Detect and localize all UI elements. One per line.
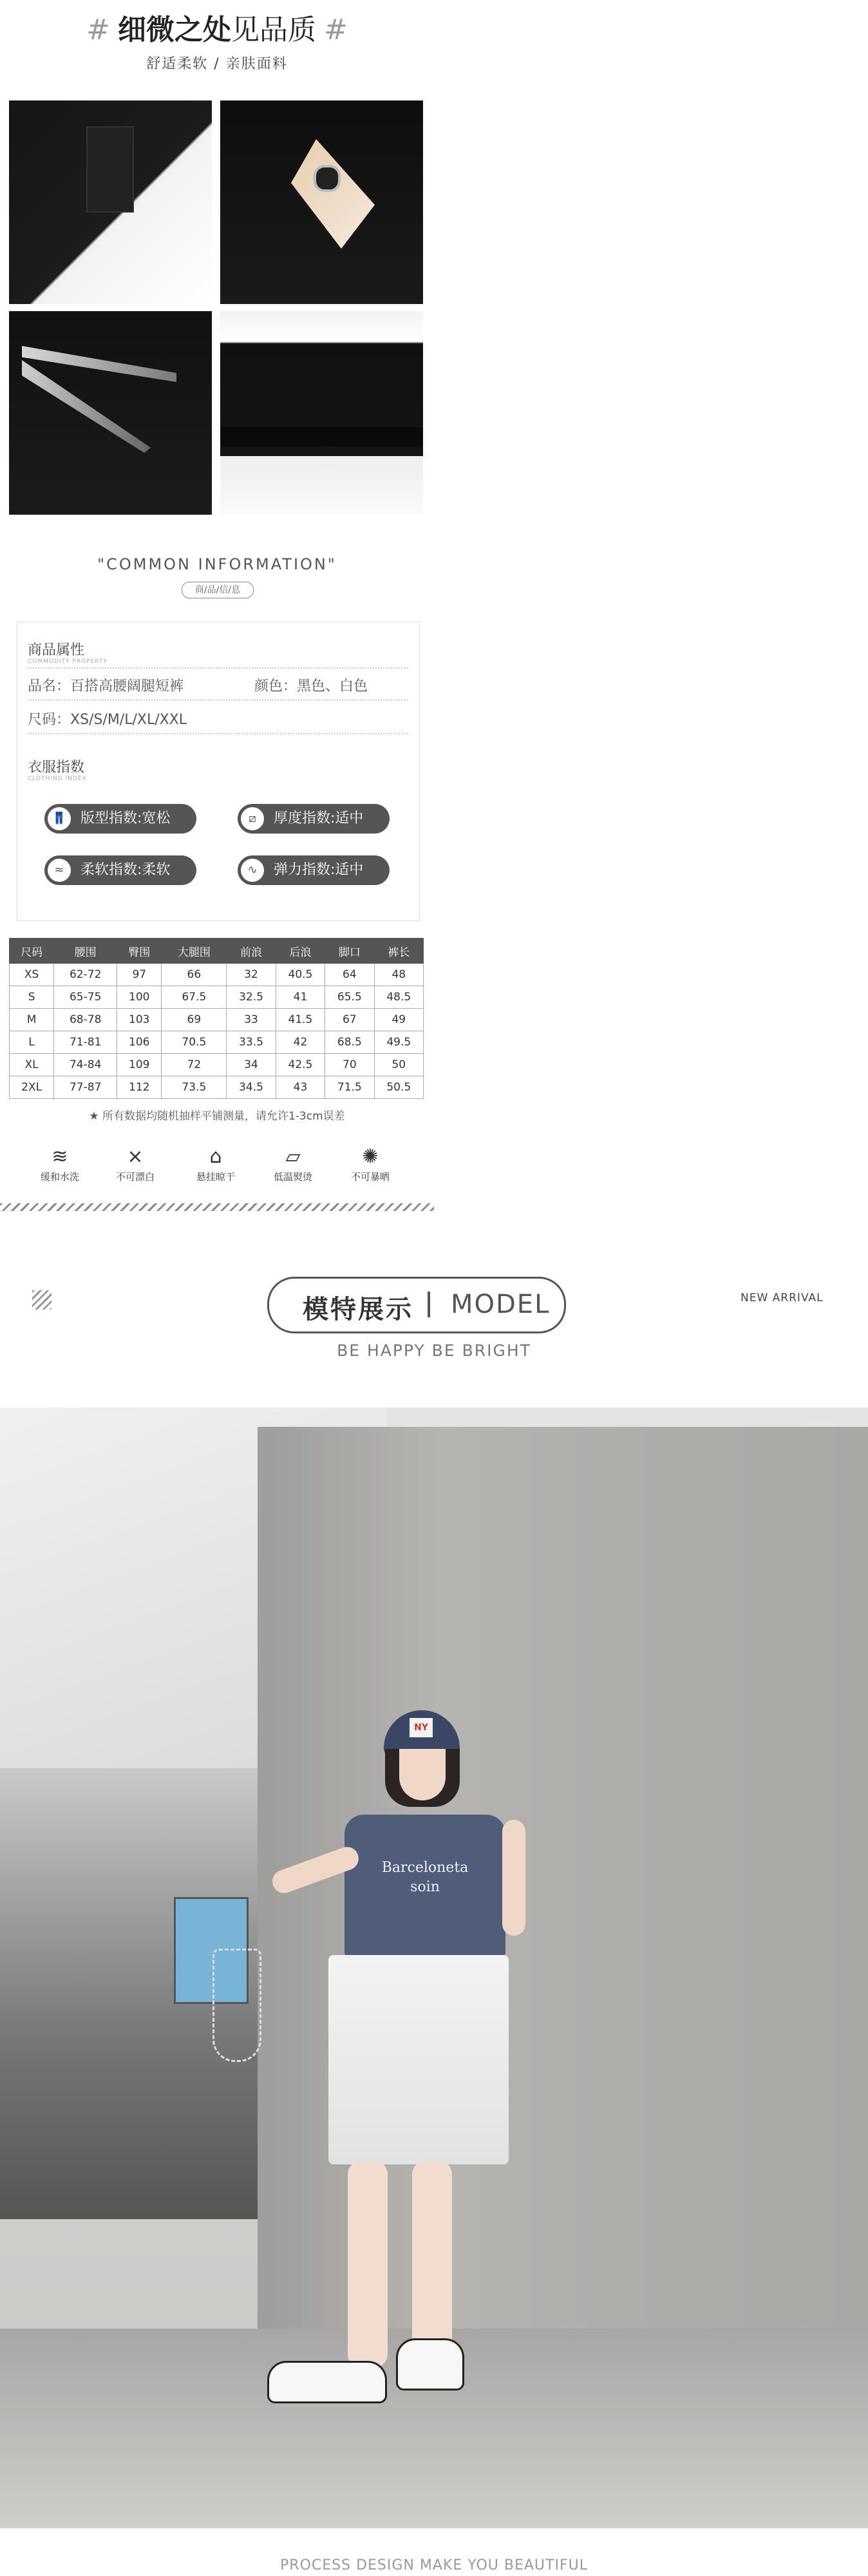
hash-mark: # — [324, 14, 348, 46]
sneaker-left — [267, 2361, 387, 2403]
measurement-note: ★ 所有数据均随机抽样平铺测量，请允许1-3cm误差 — [89, 1110, 345, 1123]
model-arm-right — [502, 1820, 525, 1936]
care-label: 不可暴晒 — [350, 1171, 390, 1183]
thickness-icon: ⧄ — [241, 807, 264, 830]
fit-index-badge — [44, 804, 196, 834]
table-cell: 50.5 — [374, 1076, 423, 1099]
table-row — [10, 1054, 424, 1076]
table-cell: 74-84 — [54, 1054, 117, 1076]
table-cell: 42 — [276, 1031, 325, 1054]
table-cell: 49.5 — [374, 1031, 423, 1054]
divider — [28, 700, 408, 701]
hem-fold — [220, 427, 423, 446]
attr-subtitle: COMMODITY PROPERTY — [28, 658, 108, 665]
table-cell: 69 — [162, 1009, 227, 1031]
table-cell: 100 — [117, 986, 162, 1009]
table-cell: 41.5 — [276, 1009, 325, 1031]
model-title-pill — [267, 1277, 566, 1333]
hatched-divider — [0, 1203, 434, 1211]
table-cell: 73.5 — [162, 1076, 227, 1099]
care-label: 悬挂晾干 — [196, 1171, 235, 1183]
model-shorts — [328, 1955, 509, 2164]
spring-icon: ∿ — [241, 859, 264, 882]
table-cell: 71-81 — [54, 1031, 117, 1054]
table-cell: 49 — [374, 1009, 423, 1031]
product-name: 品名：百搭高腰阔腿短裤 — [28, 678, 184, 694]
index-title: 衣服指数 — [28, 759, 85, 776]
wave-icon: ≈ — [48, 859, 71, 882]
table-cell: M — [10, 1009, 54, 1031]
net-bag — [212, 1949, 261, 2062]
table-cell: 42.5 — [276, 1054, 325, 1076]
table-cell: 33 — [227, 1009, 276, 1031]
table-cell: 68.5 — [325, 1031, 374, 1054]
column-header: 臀围 — [117, 939, 162, 964]
detail-photo-waistband — [9, 100, 212, 304]
divider — [28, 667, 408, 669]
model-title-en: MODEL — [451, 1290, 551, 1319]
table-cell: 68-78 — [54, 1009, 117, 1031]
hash-mark: # — [86, 14, 110, 46]
table-cell: 32.5 — [227, 986, 276, 1009]
table-cell: 48.5 — [374, 986, 423, 1009]
model-photo — [0, 1407, 868, 2528]
divider — [28, 733, 408, 734]
detail-title-rest: 见品质 — [231, 14, 316, 46]
model-leg-left — [348, 2161, 388, 2367]
tagline: BE HAPPY BE BRIGHT — [337, 1341, 531, 1360]
common-info-heading: "COMMON INFORMATION" — [97, 555, 337, 573]
elasticity-index-label: 弹力指数:适中 — [274, 862, 364, 878]
fit-index-label: 版型指数:宽松 — [80, 810, 171, 826]
belt-loop — [86, 126, 134, 213]
care-item-no-bleach — [106, 1144, 164, 1183]
table-cell: 106 — [117, 1031, 162, 1054]
model-title-cn: 模特展示 — [303, 1295, 413, 1324]
care-item-no-sun — [341, 1144, 399, 1183]
softness-index-badge — [44, 855, 196, 885]
brand-tag — [291, 139, 375, 249]
table-cell: 43 — [276, 1076, 325, 1099]
index-subtitle: CLOTHING INDEX — [28, 776, 87, 782]
care-label: 缓和水洗 — [40, 1171, 79, 1183]
column-header: 腰围 — [54, 939, 117, 964]
table-row — [10, 1031, 424, 1054]
table-cell: XS — [10, 964, 54, 986]
product-sizes: 尺码：XS/S/M/L/XL/XXL — [28, 712, 187, 728]
table-cell: 71.5 — [325, 1076, 374, 1099]
table-cell: L — [10, 1031, 54, 1054]
cap-logo: NY — [410, 1718, 433, 1737]
table-cell: S — [10, 986, 54, 1009]
table-cell: 72 — [162, 1054, 227, 1076]
table-row — [10, 964, 424, 986]
detail-photo-hem — [220, 311, 423, 515]
table-cell: 34.5 — [227, 1076, 276, 1099]
detail-title — [0, 6, 434, 48]
table-cell: 48 — [374, 964, 423, 986]
table-cell: 33.5 — [227, 1031, 276, 1054]
no-bleach-icon: ⨯ — [127, 1145, 144, 1168]
table-cell: 41 — [276, 986, 325, 1009]
detail-title-bold: 细微之处 — [118, 14, 231, 46]
table-cell: 64 — [325, 964, 374, 986]
column-header: 脚口 — [325, 939, 374, 964]
column-header: 后浪 — [276, 939, 325, 964]
scissors-blade — [22, 337, 176, 382]
thickness-index-label: 厚度指数:适中 — [274, 810, 364, 826]
footer-slogan: PROCESS DESIGN MAKE YOU BEAUTIFUL — [280, 2557, 588, 2573]
new-arrival-label: NEW ARRIVAL — [741, 1292, 824, 1304]
hem-bottom — [220, 456, 423, 515]
table-cell: 62-72 — [54, 964, 117, 986]
table-cell: 103 — [117, 1009, 162, 1031]
table-header-row — [10, 939, 424, 964]
model-leg-right — [412, 2161, 452, 2354]
thickness-index-badge — [238, 804, 390, 834]
care-item-hang-dry — [187, 1144, 245, 1183]
table-cell: XL — [10, 1054, 54, 1076]
table-cell: 109 — [117, 1054, 162, 1076]
table-cell: 66 — [162, 964, 227, 986]
table-cell: 112 — [117, 1076, 162, 1099]
column-header: 大腿围 — [162, 939, 227, 964]
model-face — [399, 1749, 446, 1800]
column-header: 裤长 — [374, 939, 423, 964]
table-cell: 77-87 — [54, 1076, 117, 1099]
trousers-icon: 👖 — [48, 807, 71, 830]
separator — [428, 1292, 430, 1317]
table-row — [10, 1076, 424, 1099]
table-cell: 70.5 — [162, 1031, 227, 1054]
table-cell: 65.5 — [325, 986, 374, 1009]
column-header: 尺码 — [10, 939, 54, 964]
table-cell: 97 — [117, 964, 162, 986]
size-table — [9, 938, 424, 1099]
product-info-card — [17, 622, 420, 921]
table-cell: 2XL — [10, 1076, 54, 1099]
stripe-ornament-icon — [32, 1290, 52, 1310]
detail-subtitle: 舒适柔软 / 亲肤面料 — [146, 56, 288, 72]
elasticity-index-badge — [238, 855, 390, 885]
table-cell: 50 — [374, 1054, 423, 1076]
column-header: 前浪 — [227, 939, 276, 964]
detail-photo-label — [220, 100, 423, 304]
softness-index-label: 柔软指数:柔软 — [80, 862, 171, 878]
detail-photo-scissors — [9, 311, 212, 515]
tag-grommet — [314, 165, 341, 192]
table-cell: 32 — [227, 964, 276, 986]
common-info-pill: 商/品/信/息 — [182, 582, 254, 598]
table-cell: 67.5 — [162, 986, 227, 1009]
product-color: 颜色：黑色、白色 — [254, 678, 368, 694]
care-item-gentle-wash — [31, 1144, 89, 1183]
table-cell: 34 — [227, 1054, 276, 1076]
table-cell: 65-75 — [54, 986, 117, 1009]
iron-icon: ▱ — [285, 1145, 301, 1168]
shirt-print: Barceloneta soin — [381, 1860, 469, 1895]
care-label: 不可漂白 — [115, 1171, 155, 1183]
hanger-icon: ⌂ — [209, 1145, 222, 1168]
sneaker-right — [396, 2338, 464, 2390]
wash-icon: ≋ — [52, 1145, 68, 1168]
table-cell: 67 — [325, 1009, 374, 1031]
attr-title: 商品属性 — [28, 642, 85, 658]
care-item-low-iron — [264, 1144, 322, 1183]
table-row — [10, 1009, 424, 1031]
sun-icon: ✺ — [362, 1145, 379, 1168]
table-row — [10, 986, 424, 1009]
table-cell: 70 — [325, 1054, 374, 1076]
table-cell: 40.5 — [276, 964, 325, 986]
care-label: 低温熨烫 — [273, 1171, 312, 1183]
